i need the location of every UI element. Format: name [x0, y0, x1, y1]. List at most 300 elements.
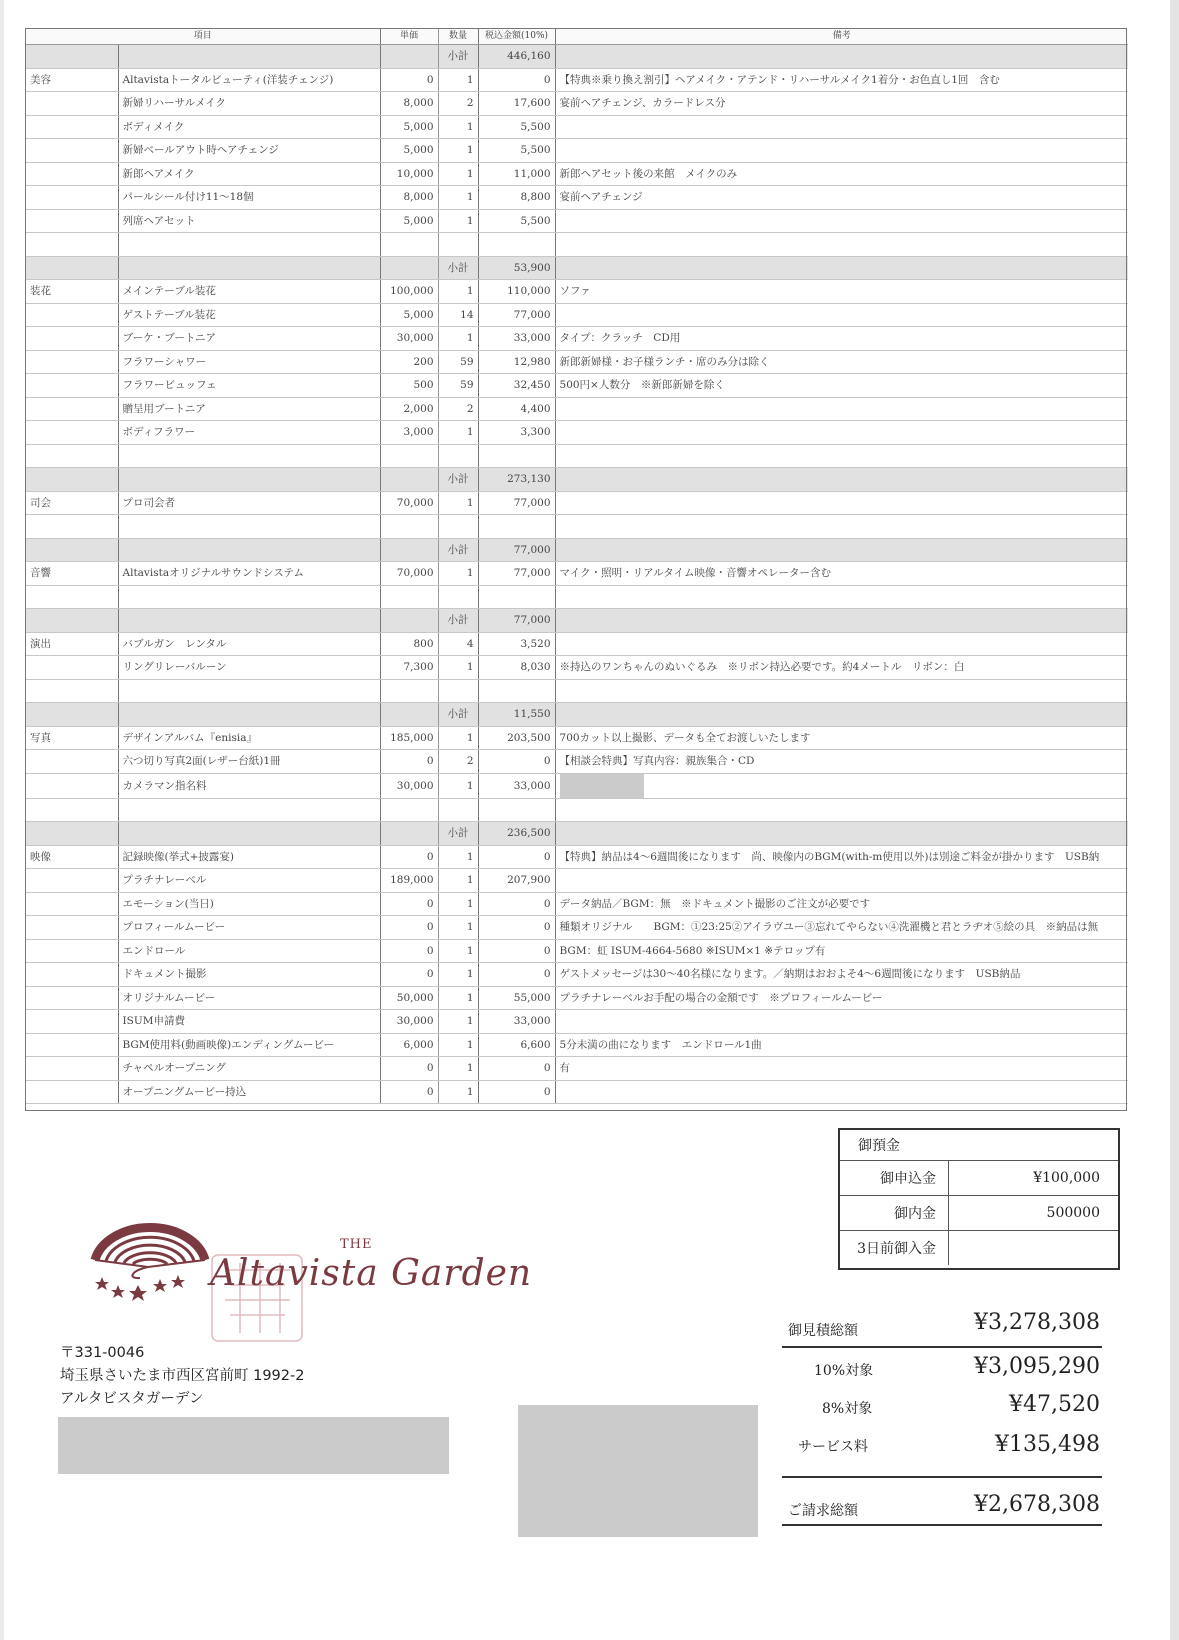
- note-cell: BGM：虹 ISUM-4664-5680 ※ISUM×1 ※テロップ有: [555, 939, 1128, 963]
- table-row: [26, 327, 1128, 351]
- amount-cell: 12,980: [478, 350, 555, 374]
- table-row: [26, 750, 1128, 774]
- blank-row: [26, 444, 1128, 468]
- company-address: [60, 1342, 304, 1411]
- unit-price-cell: 189,000: [380, 869, 438, 893]
- subtotal-row: [26, 538, 1128, 562]
- blank-row: [26, 233, 1128, 257]
- deposit-value: ¥100,000: [949, 1161, 1119, 1196]
- amount-cell: 207,900: [478, 869, 555, 893]
- category-cell: [26, 374, 118, 398]
- amount-cell: 0: [478, 68, 555, 92]
- note-cell: [555, 303, 1128, 327]
- billing-total-value: ¥2,678,308: [974, 1492, 1100, 1517]
- quantity-cell: 1: [438, 773, 478, 798]
- amount-cell: [478, 444, 555, 468]
- quantity-cell: 1: [438, 421, 478, 445]
- note-cell: [555, 822, 1128, 846]
- category-cell: [26, 773, 118, 798]
- amount-cell: [478, 798, 555, 822]
- unit-price-cell: 5,000: [380, 115, 438, 139]
- note-cell: マイク・照明・リアルタイム映像・音響オペレーター含む: [555, 562, 1128, 586]
- quantity-cell: 1: [438, 656, 478, 680]
- quantity-cell: 1: [438, 986, 478, 1010]
- quantity-cell: 1: [438, 892, 478, 916]
- amount-cell: 0: [478, 963, 555, 987]
- unit-price-cell: 50,000: [380, 986, 438, 1010]
- note-cell: [555, 515, 1128, 539]
- note-cell: [555, 798, 1128, 822]
- category-cell: [26, 444, 118, 468]
- note-cell: [555, 115, 1128, 139]
- item-cell: 新婦ベールアウト時ヘアチェンジ: [118, 139, 380, 163]
- subtotal-label: 小計: [438, 609, 478, 633]
- category-cell: [26, 139, 118, 163]
- category-cell: [26, 538, 118, 562]
- note-cell: [555, 491, 1128, 515]
- subtotal-amount: 236,500: [478, 822, 555, 846]
- deposit-row: [840, 1196, 1118, 1231]
- quantity-cell: 2: [438, 750, 478, 774]
- subtotal-amount: 11,550: [478, 703, 555, 727]
- amount-cell: 5,500: [478, 139, 555, 163]
- header-note: 備考: [555, 28, 1128, 45]
- amount-cell: [478, 515, 555, 539]
- category-cell: [26, 822, 118, 846]
- amount-cell: 8,030: [478, 656, 555, 680]
- logo-the: THE: [340, 1237, 373, 1252]
- category-cell: [26, 303, 118, 327]
- unit-price-cell: [380, 798, 438, 822]
- deposit-label: 御内金: [840, 1196, 949, 1231]
- item-cell: [118, 233, 380, 257]
- category-cell: 演出: [26, 632, 118, 656]
- estimate-table-body: [26, 45, 1128, 1104]
- item-cell: [118, 822, 380, 846]
- postal-code: 〒331-0046: [60, 1345, 145, 1361]
- amount-cell: 11,000: [478, 162, 555, 186]
- category-cell: [26, 45, 118, 69]
- note-cell: 500円×人数分 ※新郎新婦を除く: [555, 374, 1128, 398]
- company-name: アルタビスタガーデン: [60, 1391, 204, 1407]
- estimate-total-label: 御見積総額: [788, 1323, 858, 1339]
- note-cell: [555, 1010, 1128, 1034]
- note-cell: [555, 397, 1128, 421]
- unit-price-cell: 8,000: [380, 186, 438, 210]
- item-cell: ISUM申請費: [118, 1010, 380, 1034]
- quantity-cell: [438, 444, 478, 468]
- amount-cell: 77,000: [478, 491, 555, 515]
- item-cell: BGM使用料(動画映像)エンディングムービー: [118, 1033, 380, 1057]
- item-cell: [118, 256, 380, 280]
- unit-price-cell: [380, 538, 438, 562]
- subtotal-amount: 446,160: [478, 45, 555, 69]
- tax8-row: [782, 1388, 1102, 1428]
- tax10-row: [782, 1348, 1102, 1388]
- unit-price-cell: [380, 444, 438, 468]
- amount-cell: 0: [478, 750, 555, 774]
- deposit-table: [840, 1130, 1118, 1265]
- category-cell: [26, 703, 118, 727]
- table-row: [26, 632, 1128, 656]
- unit-price-cell: 2,000: [380, 397, 438, 421]
- amount-cell: 0: [478, 1080, 555, 1104]
- category-cell: [26, 515, 118, 539]
- unit-price-cell: 0: [380, 939, 438, 963]
- deposit-value: 500000: [949, 1196, 1119, 1231]
- table-row: [26, 303, 1128, 327]
- quantity-cell: 1: [438, 491, 478, 515]
- blank-row: [26, 515, 1128, 539]
- quantity-cell: 14: [438, 303, 478, 327]
- service-value: ¥135,498: [995, 1432, 1100, 1457]
- subtotal-label: 小計: [438, 822, 478, 846]
- table-row: [26, 92, 1128, 116]
- category-cell: [26, 327, 118, 351]
- header-quantity: 数量: [438, 28, 478, 45]
- billing-total-row: [782, 1478, 1102, 1526]
- category-cell: [26, 162, 118, 186]
- subtotal-row: [26, 256, 1128, 280]
- item-cell: 新郎ヘアメイク: [118, 162, 380, 186]
- quantity-cell: 59: [438, 374, 478, 398]
- category-cell: 音響: [26, 562, 118, 586]
- quantity-cell: [438, 585, 478, 609]
- note-cell: [555, 1080, 1128, 1104]
- unit-price-cell: 0: [380, 963, 438, 987]
- item-cell: デザインアルバム『enisia』: [118, 726, 380, 750]
- category-cell: 装花: [26, 280, 118, 304]
- table-row: [26, 916, 1128, 940]
- estimate-total-value: ¥3,278,308: [974, 1310, 1100, 1335]
- page-edge: [1170, 0, 1179, 1640]
- category-cell: [26, 233, 118, 257]
- item-cell: ドキュメント撮影: [118, 963, 380, 987]
- unit-price-cell: 0: [380, 1057, 438, 1081]
- item-cell: カメラマン指名料: [118, 773, 380, 798]
- table-row: [26, 562, 1128, 586]
- item-cell: オープニングムービー持込: [118, 1080, 380, 1104]
- quantity-cell: 1: [438, 1080, 478, 1104]
- item-cell: [118, 468, 380, 492]
- note-cell: 5分未満の曲になります エンドロール1曲: [555, 1033, 1128, 1057]
- category-cell: [26, 869, 118, 893]
- subtotal-amount: 53,900: [478, 256, 555, 280]
- redaction-block: [518, 1405, 758, 1537]
- unit-price-cell: [380, 45, 438, 69]
- item-cell: Altavistaトータルビューティ(洋装チェンジ): [118, 68, 380, 92]
- deposit-row: [840, 1231, 1118, 1266]
- category-cell: [26, 256, 118, 280]
- amount-cell: 203,500: [478, 726, 555, 750]
- quantity-cell: 59: [438, 350, 478, 374]
- category-cell: [26, 1033, 118, 1057]
- subtotal-row: [26, 703, 1128, 727]
- category-cell: [26, 421, 118, 445]
- amount-cell: 4,400: [478, 397, 555, 421]
- subtotal-row: [26, 468, 1128, 492]
- note-cell: 【相談会特典】写真内容：親族集合・CD: [555, 750, 1128, 774]
- item-cell: プラチナレーベル: [118, 869, 380, 893]
- unit-price-cell: 185,000: [380, 726, 438, 750]
- quantity-cell: 1: [438, 1010, 478, 1034]
- table-row: [26, 869, 1128, 893]
- note-cell: 有: [555, 1057, 1128, 1081]
- table-row: [26, 1010, 1128, 1034]
- table-row: [26, 374, 1128, 398]
- note-cell: [555, 209, 1128, 233]
- category-cell: [26, 939, 118, 963]
- note-cell: [555, 444, 1128, 468]
- amount-cell: 0: [478, 845, 555, 869]
- table-row: [26, 491, 1128, 515]
- note-cell: [555, 468, 1128, 492]
- amount-cell: [478, 233, 555, 257]
- item-cell: [118, 609, 380, 633]
- amount-cell: 17,600: [478, 92, 555, 116]
- item-cell: バブルガン レンタル: [118, 632, 380, 656]
- blank-row: [26, 798, 1128, 822]
- quantity-cell: [438, 233, 478, 257]
- note-cell: 700カット以上撮影、データも全てお渡しいたします: [555, 726, 1128, 750]
- amount-cell: 0: [478, 916, 555, 940]
- item-cell: [118, 679, 380, 703]
- category-cell: [26, 92, 118, 116]
- table-row: [26, 162, 1128, 186]
- unit-price-cell: 0: [380, 750, 438, 774]
- unit-price-cell: 100,000: [380, 280, 438, 304]
- header-amount: 税込金額(10%): [478, 28, 555, 45]
- unit-price-cell: 5,000: [380, 209, 438, 233]
- quantity-cell: 1: [438, 869, 478, 893]
- subtotal-label: 小計: [438, 256, 478, 280]
- item-cell: [118, 45, 380, 69]
- amount-cell: 33,000: [478, 1010, 555, 1034]
- quantity-cell: 2: [438, 92, 478, 116]
- category-cell: 映像: [26, 845, 118, 869]
- amount-cell: 55,000: [478, 986, 555, 1010]
- amount-cell: 0: [478, 939, 555, 963]
- totals-block: [782, 1306, 1102, 1526]
- note-cell: [555, 679, 1128, 703]
- header-unit-price: 単価: [380, 28, 438, 45]
- table-row: [26, 726, 1128, 750]
- unit-price-cell: 30,000: [380, 1010, 438, 1034]
- note-cell: [555, 45, 1128, 69]
- quantity-cell: 1: [438, 963, 478, 987]
- item-cell: プロフィールムービー: [118, 916, 380, 940]
- subtotal-label: 小計: [438, 468, 478, 492]
- quantity-cell: 1: [438, 916, 478, 940]
- note-cell: [555, 233, 1128, 257]
- category-cell: [26, 1057, 118, 1081]
- quantity-cell: 1: [438, 562, 478, 586]
- tax10-value: ¥3,095,290: [974, 1354, 1100, 1379]
- table-row: [26, 350, 1128, 374]
- table-row: [26, 397, 1128, 421]
- note-cell: 新郎新婦様・お子様ランチ・席のみ分は除く: [555, 350, 1128, 374]
- category-cell: [26, 963, 118, 987]
- amount-cell: 77,000: [478, 562, 555, 586]
- table-row: [26, 986, 1128, 1010]
- note-cell: ソファ: [555, 280, 1128, 304]
- amount-cell: 33,000: [478, 773, 555, 798]
- item-cell: [118, 703, 380, 727]
- subtotal-amount: 77,000: [478, 538, 555, 562]
- item-cell: ブーケ・ブートニア: [118, 327, 380, 351]
- category-cell: [26, 916, 118, 940]
- note-cell: プラチナレーベルお手配の場合の金額です ※プロフィールムービー: [555, 986, 1128, 1010]
- quantity-cell: 1: [438, 68, 478, 92]
- item-cell: [118, 585, 380, 609]
- note-cell: 宴前ヘアチェンジ、カラードレス分: [555, 92, 1128, 116]
- unit-price-cell: 200: [380, 350, 438, 374]
- item-cell: [118, 444, 380, 468]
- note-cell: 種類オリジナル BGM：①23:25②アイラヴユー③忘れてやらない④洗濯機と君とラヂオ⑤絵の具 ※納品は無: [555, 916, 1128, 940]
- service-row: [782, 1428, 1102, 1478]
- estimate-table: [26, 28, 1128, 1104]
- subtotal-row: [26, 45, 1128, 69]
- amount-cell: 77,000: [478, 303, 555, 327]
- quantity-cell: 1: [438, 327, 478, 351]
- amount-cell: [478, 679, 555, 703]
- billing-total-label: ご請求総額: [788, 1503, 858, 1519]
- blank-row: [26, 585, 1128, 609]
- category-cell: [26, 1010, 118, 1034]
- amount-cell: 5,500: [478, 209, 555, 233]
- amount-cell: 6,600: [478, 1033, 555, 1057]
- logo-wordmark: Altavista Garden: [210, 1253, 533, 1294]
- category-cell: [26, 750, 118, 774]
- item-cell: フラワービュッフェ: [118, 374, 380, 398]
- subtotal-row: [26, 609, 1128, 633]
- note-cell: [555, 869, 1128, 893]
- quantity-cell: 4: [438, 632, 478, 656]
- note-cell: 【特典※乗り換え割引】ヘアメイク・アテンド・リハーサルメイク1着分・お色直し1回 含む: [555, 68, 1128, 92]
- category-cell: [26, 798, 118, 822]
- unit-price-cell: [380, 256, 438, 280]
- category-cell: [26, 585, 118, 609]
- unit-price-cell: 10,000: [380, 162, 438, 186]
- unit-price-cell: [380, 679, 438, 703]
- category-cell: [26, 986, 118, 1010]
- header-item: 項目: [26, 28, 380, 45]
- deposit-label: 3日前御入金: [840, 1231, 949, 1266]
- subtotal-label: 小計: [438, 703, 478, 727]
- note-cell: [555, 585, 1128, 609]
- quantity-cell: 1: [438, 115, 478, 139]
- unit-price-cell: 6,000: [380, 1033, 438, 1057]
- subtotal-row: [26, 822, 1128, 846]
- table-row: [26, 421, 1128, 445]
- unit-price-cell: [380, 468, 438, 492]
- item-cell: ボディフラワー: [118, 421, 380, 445]
- deposit-value: [949, 1231, 1119, 1266]
- item-cell: プロ司会者: [118, 491, 380, 515]
- table-row: [26, 280, 1128, 304]
- table-row: [26, 1033, 1128, 1057]
- note-cell: タイプ：クラッチ CD用: [555, 327, 1128, 351]
- item-cell: 贈呈用ブートニア: [118, 397, 380, 421]
- category-cell: 美容: [26, 68, 118, 92]
- category-cell: [26, 397, 118, 421]
- note-cell: [555, 632, 1128, 656]
- subtotal-amount: 77,000: [478, 609, 555, 633]
- item-cell: オリジナルムービー: [118, 986, 380, 1010]
- subtotal-label: 小計: [438, 45, 478, 69]
- unit-price-cell: 30,000: [380, 327, 438, 351]
- note-cell: 宴前ヘアチェンジ: [555, 186, 1128, 210]
- amount-cell: [478, 585, 555, 609]
- unit-price-cell: 5,000: [380, 303, 438, 327]
- note-cell: [555, 773, 1128, 798]
- deposit-box: [838, 1128, 1120, 1270]
- unit-price-cell: 30,000: [380, 773, 438, 798]
- unit-price-cell: [380, 822, 438, 846]
- unit-price-cell: 7,300: [380, 656, 438, 680]
- category-cell: [26, 209, 118, 233]
- table-row: [26, 115, 1128, 139]
- table-header-row: [26, 28, 1128, 45]
- note-cell: [555, 139, 1128, 163]
- quantity-cell: 1: [438, 726, 478, 750]
- item-cell: [118, 798, 380, 822]
- category-cell: [26, 115, 118, 139]
- table-row: [26, 139, 1128, 163]
- unit-price-cell: [380, 515, 438, 539]
- unit-price-cell: 0: [380, 916, 438, 940]
- amount-cell: 32,450: [478, 374, 555, 398]
- unit-price-cell: 70,000: [380, 491, 438, 515]
- item-cell: メインテーブル装花: [118, 280, 380, 304]
- item-cell: ゲストテーブル装花: [118, 303, 380, 327]
- table-row: [26, 656, 1128, 680]
- quantity-cell: 1: [438, 139, 478, 163]
- unit-price-cell: [380, 609, 438, 633]
- quantity-cell: [438, 515, 478, 539]
- category-cell: [26, 1080, 118, 1104]
- subtotal-label: 小計: [438, 538, 478, 562]
- item-cell: 新婦リハーサルメイク: [118, 92, 380, 116]
- amount-cell: 8,800: [478, 186, 555, 210]
- table-row: [26, 963, 1128, 987]
- quantity-cell: 1: [438, 209, 478, 233]
- quantity-cell: 1: [438, 939, 478, 963]
- item-cell: ボディメイク: [118, 115, 380, 139]
- amount-cell: 0: [478, 1057, 555, 1081]
- category-cell: 司会: [26, 491, 118, 515]
- table-row: [26, 1057, 1128, 1081]
- redaction-block: [560, 773, 644, 798]
- quantity-cell: [438, 679, 478, 703]
- note-cell: 新郎ヘアセット後の来館 メイクのみ: [555, 162, 1128, 186]
- unit-price-cell: 0: [380, 845, 438, 869]
- category-cell: 写真: [26, 726, 118, 750]
- quantity-cell: 1: [438, 845, 478, 869]
- deposit-title: 御預金: [858, 1138, 900, 1154]
- amount-cell: 33,000: [478, 327, 555, 351]
- unit-price-cell: 70,000: [380, 562, 438, 586]
- note-cell: [555, 609, 1128, 633]
- subtotal-amount: 273,130: [478, 468, 555, 492]
- item-cell: [118, 538, 380, 562]
- table-row: [26, 773, 1128, 798]
- fan-icon: [95, 1228, 205, 1279]
- quantity-cell: [438, 798, 478, 822]
- unit-price-cell: 800: [380, 632, 438, 656]
- quantity-cell: 1: [438, 162, 478, 186]
- category-cell: [26, 609, 118, 633]
